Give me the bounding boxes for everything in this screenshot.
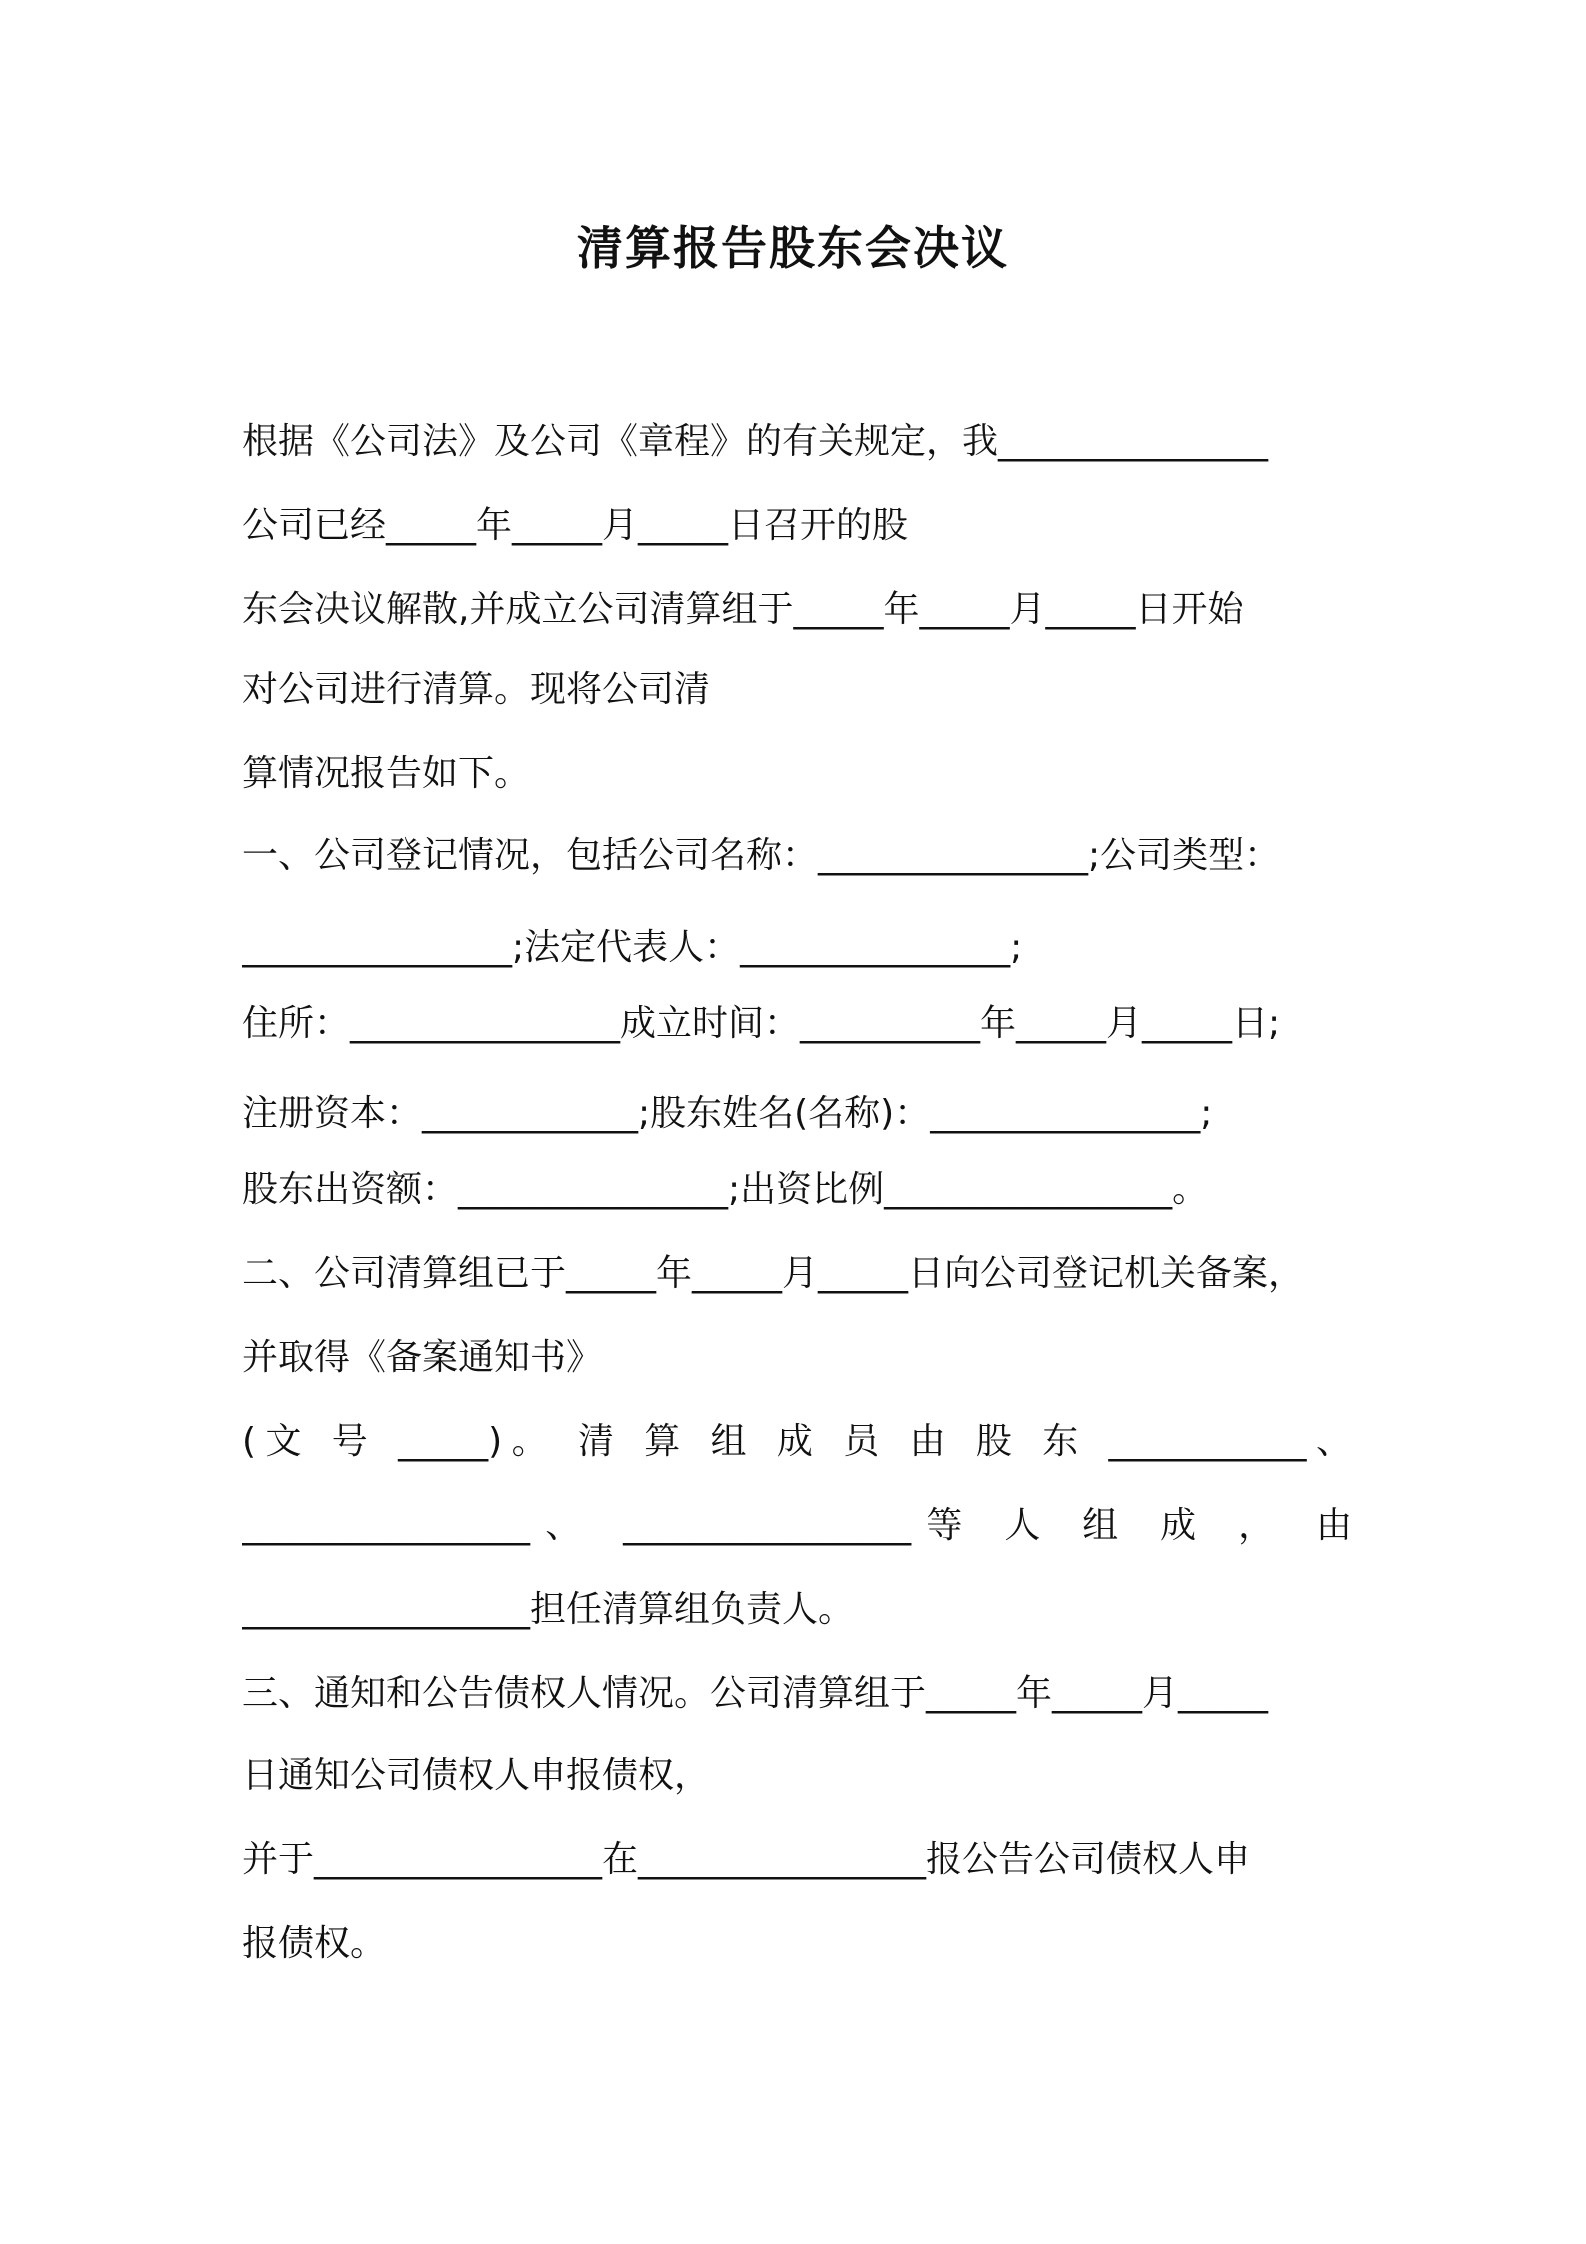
paragraph-line: 一、公司登记情况，包括公司名称：_______________;公司类型：	[242, 835, 1281, 876]
paragraph-line: 算情况报告如下。	[242, 753, 531, 794]
paragraph-line: 报债权。	[242, 1923, 387, 1964]
paragraph-line: 对公司进行清算。现将公司清	[242, 669, 711, 710]
paragraph-line: 住所：_______________成立时间：__________年_____月_____日;	[242, 1003, 1281, 1044]
paragraph-line: 二、公司清算组已于_____年_____月_____日向公司登记机关备案，	[242, 1253, 1305, 1294]
paragraph-line: 三、通知和公告债权人情况。公司清算组于_____年_____月_____	[242, 1673, 1269, 1714]
paragraph-line: 注册资本：____________;股东姓名(名称)：_______________;	[242, 1093, 1213, 1134]
paragraph-line: ________________、 ________________等 人 组 成 ， 由	[242, 1505, 1352, 1546]
paragraph-line: 根据《公司法》及公司《章程》的有关规定，我_______________	[242, 421, 1269, 462]
document-title: 清算报告股东会决议	[577, 221, 1009, 275]
paragraph-line: 股东出资额：_______________;出资比例________________。	[242, 1169, 1209, 1210]
paragraph-line: ________________担任清算组负责人。	[242, 1589, 855, 1630]
paragraph-line: 公司已经_____年_____月_____日召开的股	[242, 505, 909, 546]
paragraph-line: 并取得《备案通知书》	[242, 1337, 603, 1378]
paragraph-line: 东会决议解散,并成立公司清算组于_____年_____月_____日开始	[242, 589, 1244, 630]
paragraph-line: (文 号 _____)。 清 算 组 成 员 由 股 东 ___________、	[242, 1421, 1352, 1462]
paragraph-line: _______________;法定代表人：_______________;	[242, 927, 1023, 968]
paragraph-line: 并于________________在________________报公告公司债权人申	[242, 1839, 1251, 1880]
paragraph-line: 日通知公司债权人申报债权，	[242, 1755, 711, 1796]
